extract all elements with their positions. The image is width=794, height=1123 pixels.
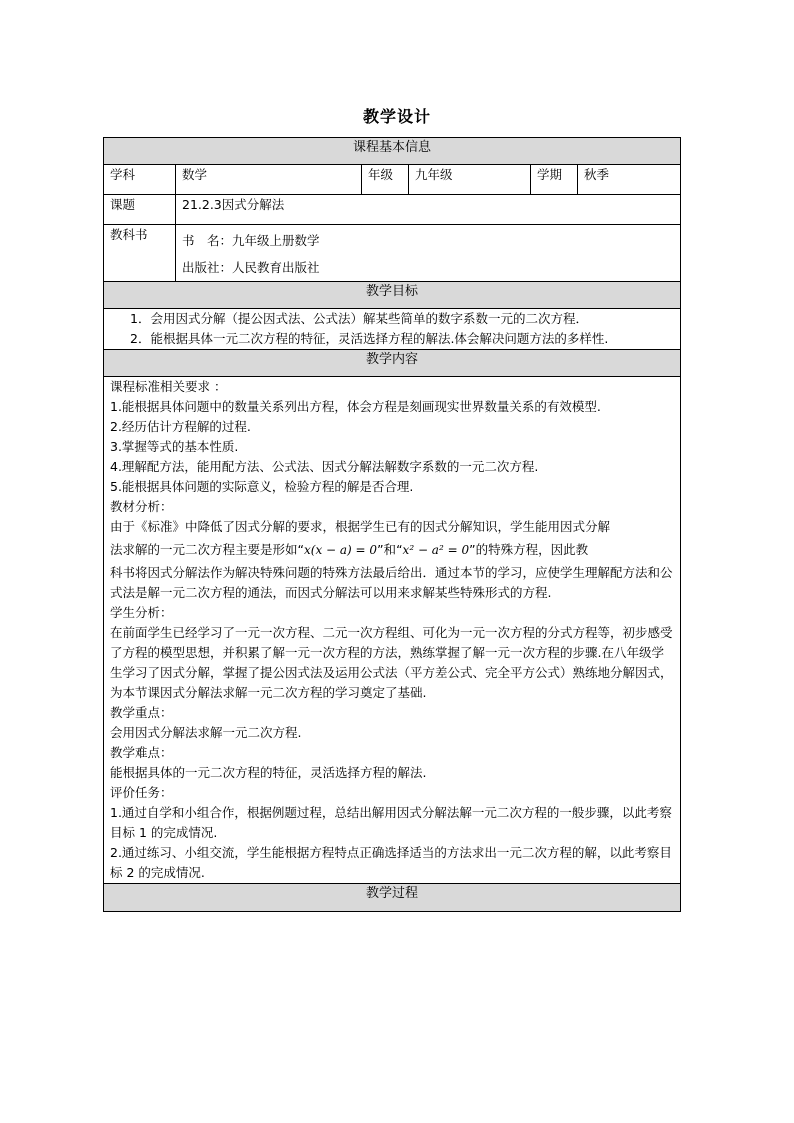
- standards-title: 课程标准相关要求 ：: [110, 379, 227, 394]
- section-content: [104, 350, 681, 377]
- standard-item-2: 2.经历估计方程解的过程.: [110, 419, 251, 434]
- evaluation-item-2: 2.通过练习、小组交流，学生能根据方程特点正确选择适当的方法求出一元二次方程的解，以此考察目标 2 的完成情况.: [110, 845, 672, 880]
- topic-label: 课题: [104, 195, 176, 225]
- content-row: [104, 377, 681, 884]
- info-row-subject: [104, 165, 681, 195]
- difficulties-title: 教学难点：: [110, 745, 173, 760]
- standard-item-4: 4.理解配方法，能用配方法、公式法、因式分解法解数字系数的一元二次方程.: [110, 459, 539, 474]
- subject-value: 数学: [176, 165, 362, 195]
- section-header-process: 教学过程: [104, 884, 681, 912]
- key-points-title: 教学重点：: [110, 705, 173, 720]
- page-title: 教学设计: [362, 107, 431, 126]
- goal-item-1: 1．会用因式分解（提公因式法、公式法）解某些简单的数字系数一元的二次方程．: [130, 311, 588, 326]
- textbook-analysis-formula-line: 法求解的一元二次方程主要是形如“x(x − a) = 0”和“x² − a² = 0”的特殊方程，因此教: [110, 542, 589, 557]
- textbook-analysis-title: 教材分析：: [110, 499, 173, 514]
- lesson-plan-table: [103, 137, 681, 912]
- textbook-analysis-pre: 法求解的一元二次方程主要是形如: [110, 542, 298, 557]
- standard-item-5: 5.能根据具体问题的实际意义，检验方程的解是否合理.: [110, 479, 414, 494]
- section-process: [104, 884, 681, 912]
- term-label: 学期: [531, 165, 578, 195]
- section-basic-info: [104, 138, 681, 165]
- textbook-analysis-line-1: 由于《标准》中降低了因式分解的要求，根据学生已有的因式分解知识，学生能用因式分解: [110, 519, 611, 534]
- formula-2: x² − a² = 0: [402, 543, 470, 557]
- section-header-content: 教学内容: [104, 350, 681, 377]
- key-points: 会用因式分解法求解一元二次方程.: [110, 725, 302, 740]
- standard-item-1: 1.能根据具体问题中的数量关系列出方程，体会方程是刻画现实世界数量关系的有效模型.: [110, 399, 601, 414]
- goal-item-2: 2．能根据具体一元二次方程的特征，灵活选择方程的解法.体会解决问题方法的多样性.: [130, 331, 609, 346]
- section-header-goals: 教学目标: [104, 282, 681, 309]
- content-cell: [104, 377, 681, 884]
- evaluation-title: 评价任务：: [110, 785, 173, 800]
- goals-row: [104, 309, 681, 350]
- student-analysis: 在前面学生已经学习了一元一次方程、二元一次方程组、可化为一元一次方程的分式方程等，初步感受了方程的模型思想，并积累了解一元一次方程的方法，熟练掌握了解一元一次方程的步骤.在八年级学生学习了因式分解，掌握了提公因式法及运用公式法（平方差公式、完全平方公式）熟练地分解因式，为本节课因式分解法求解一元二次方程的学习奠定了基础.: [110, 625, 673, 700]
- textbook-analysis-mid: 和: [383, 542, 397, 557]
- info-row-textbook: [104, 225, 681, 282]
- evaluation-item-1: 1.通过自学和小组合作，根据例题过程，总结出解用因式分解法解一元二次方程的一般步骤，以此考察目标 1 的完成情况.: [110, 805, 672, 840]
- section-header-basic-info: 课程基本信息: [104, 138, 681, 165]
- textbook-details: [176, 225, 681, 282]
- goals-cell: [104, 309, 681, 350]
- topic-value: 21.2.3因式分解法: [176, 195, 681, 225]
- standard-item-3: 3.掌握等式的基本性质.: [110, 439, 239, 454]
- info-row-topic: [104, 195, 681, 225]
- textbook-label: 教科书: [104, 225, 176, 282]
- textbook-analysis-post: 的特殊方程，因此教: [475, 542, 589, 557]
- textbook-analysis-rest: 科书将因式分解法作为解决特殊问题的特殊方法最后给出．通过本节的学习，应使学生理解配方法和公式法是解一元二次方程的通法，而因式分解法可以用来求解某些特殊形式的方程.: [110, 565, 673, 600]
- section-goals: [104, 282, 681, 309]
- grade-label: 年级: [362, 165, 409, 195]
- difficulties: 能根据具体的一元二次方程的特征，灵活选择方程的解法.: [110, 765, 427, 780]
- textbook-publisher: 出版社：人民教育出版社: [182, 260, 320, 275]
- grade-value: 九年级: [409, 165, 531, 195]
- term-value: 秋季: [578, 165, 681, 195]
- formula-1: x(x − a) = 0: [304, 543, 378, 557]
- textbook-name: 书 名：九年级上册数学: [182, 233, 320, 248]
- subject-label: 学科: [104, 165, 176, 195]
- student-analysis-title: 学生分析：: [110, 605, 173, 620]
